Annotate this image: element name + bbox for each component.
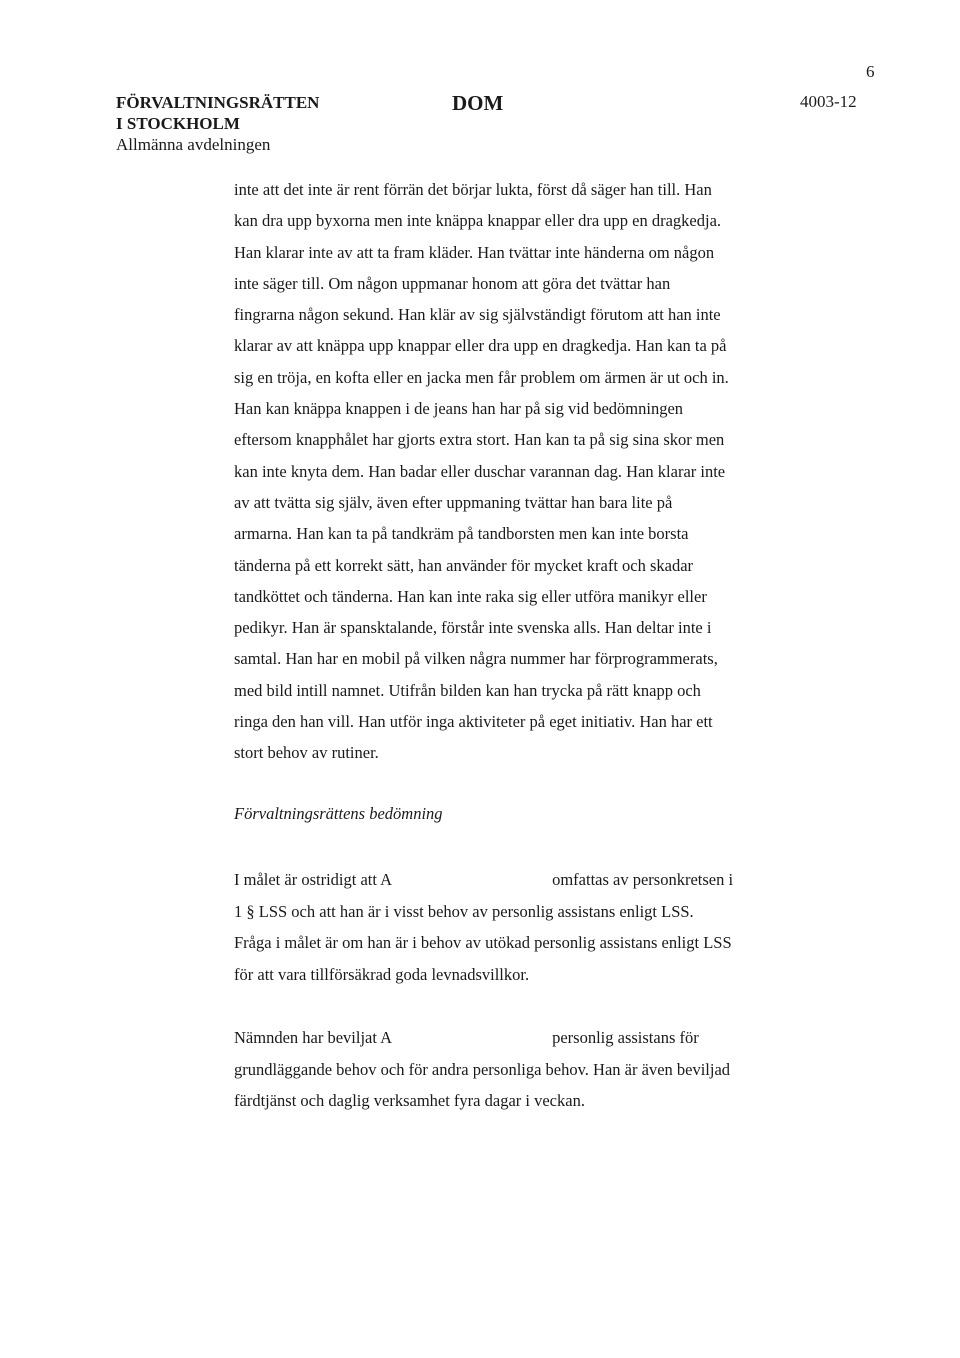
assessment-paragraph	[234, 864, 794, 990]
decision-paragraph	[234, 1022, 794, 1117]
text-line: samtal. Han har en mobil på vilken några nummer har förprogrammerats,	[234, 649, 718, 669]
court-block	[116, 92, 319, 155]
text-line: 1 § LSS och att han är i visst behov av personlig assistans enligt LSS.	[234, 901, 694, 921]
redacted-line-start: I målet är ostridigt att A	[234, 870, 393, 889]
text-line: kan dra upp byxorna men inte knäppa knappar eller dra upp en dragkedja.	[234, 211, 722, 231]
document-type: DOM	[452, 91, 504, 115]
text-line: grundläggande behov och för andra personliga behov. Han är även beviljad	[234, 1059, 731, 1079]
text-line	[234, 864, 794, 896]
text-line: tandköttet och tänderna. Han kan inte raka sig eller utföra manikyr eller	[234, 586, 707, 606]
court-name-line1: FÖRVALTNINGSRÄTTEN	[116, 93, 320, 112]
redacted-line-start: Nämnden har beviljat A	[234, 1028, 393, 1047]
redacted-line-end: omfattas av personkretsen i	[552, 870, 734, 889]
text-line: ringa den han vill. Han utför inga aktiviteter på eget initiativ. Han har ett	[234, 712, 713, 732]
text-line: av att tvätta sig själv, även efter uppmaning tvättar han bara lite på	[234, 492, 673, 512]
text-line: färdtjänst och daglig verksamhet fyra dagar i veckan.	[234, 1091, 585, 1110]
text-line: med bild intill namnet. Utifrån bilden kan han trycka på rätt knapp och	[234, 680, 701, 700]
text-line: Han kan knäppa knappen i de jeans han har på sig vid bedömningen	[234, 399, 684, 419]
text-line: Fråga i målet är om han är i behov av utökad personlig assistans enligt LSS	[234, 933, 732, 952]
text-line: för att vara tillförsäkrad goda levnadsvillkor.	[234, 964, 530, 984]
court-division: Allmänna avdelningen	[116, 135, 271, 154]
case-number: 4003-12	[800, 92, 857, 111]
text-line: klarar av att knäppa upp knappar eller dra upp en dragkedja. Han kan ta på	[234, 336, 727, 356]
text-line: Han klarar inte av att ta fram kläder. Han tvättar inte händerna om någon	[234, 242, 715, 262]
text-line: inte säger till. Om någon uppmanar honom att göra det tvättar han	[234, 273, 671, 293]
narrative-paragraph	[234, 174, 794, 769]
text-line: sig en tröja, en kofta eller en jacka men får problem om ärmen är ut och in.	[234, 367, 729, 387]
redacted-line-end: personlig assistans för	[552, 1028, 699, 1047]
text-line: tänderna på ett korrekt sätt, han använder för mycket kraft och skadar	[234, 555, 694, 575]
text-line: inte att det inte är rent förrän det börjar lukta, först då säger han till. Han	[234, 180, 712, 199]
text-line: stort behov av rutiner.	[234, 743, 379, 763]
text-line: armarna. Han kan ta på tandkräm på tandborsten men kan inte borsta	[234, 524, 689, 544]
text-line: kan inte knyta dem. Han badar eller duschar varannan dag. Han klarar inte	[234, 461, 726, 481]
text-line	[234, 1022, 794, 1054]
section-heading: Förvaltningsrättens bedömning	[234, 804, 443, 823]
text-line: fingrarna någon sekund. Han klär av sig självständigt förutom att han inte	[234, 305, 721, 325]
court-name-line2: I STOCKHOLM	[116, 114, 240, 133]
text-line: pedikyr. Han är spansktalande, förstår inte svenska alls. Han deltar inte i	[234, 618, 712, 638]
page-number: 6	[866, 62, 875, 81]
text-line: eftersom knapphålet har gjorts extra stort. Han kan ta på sig sina skor men	[234, 430, 725, 450]
